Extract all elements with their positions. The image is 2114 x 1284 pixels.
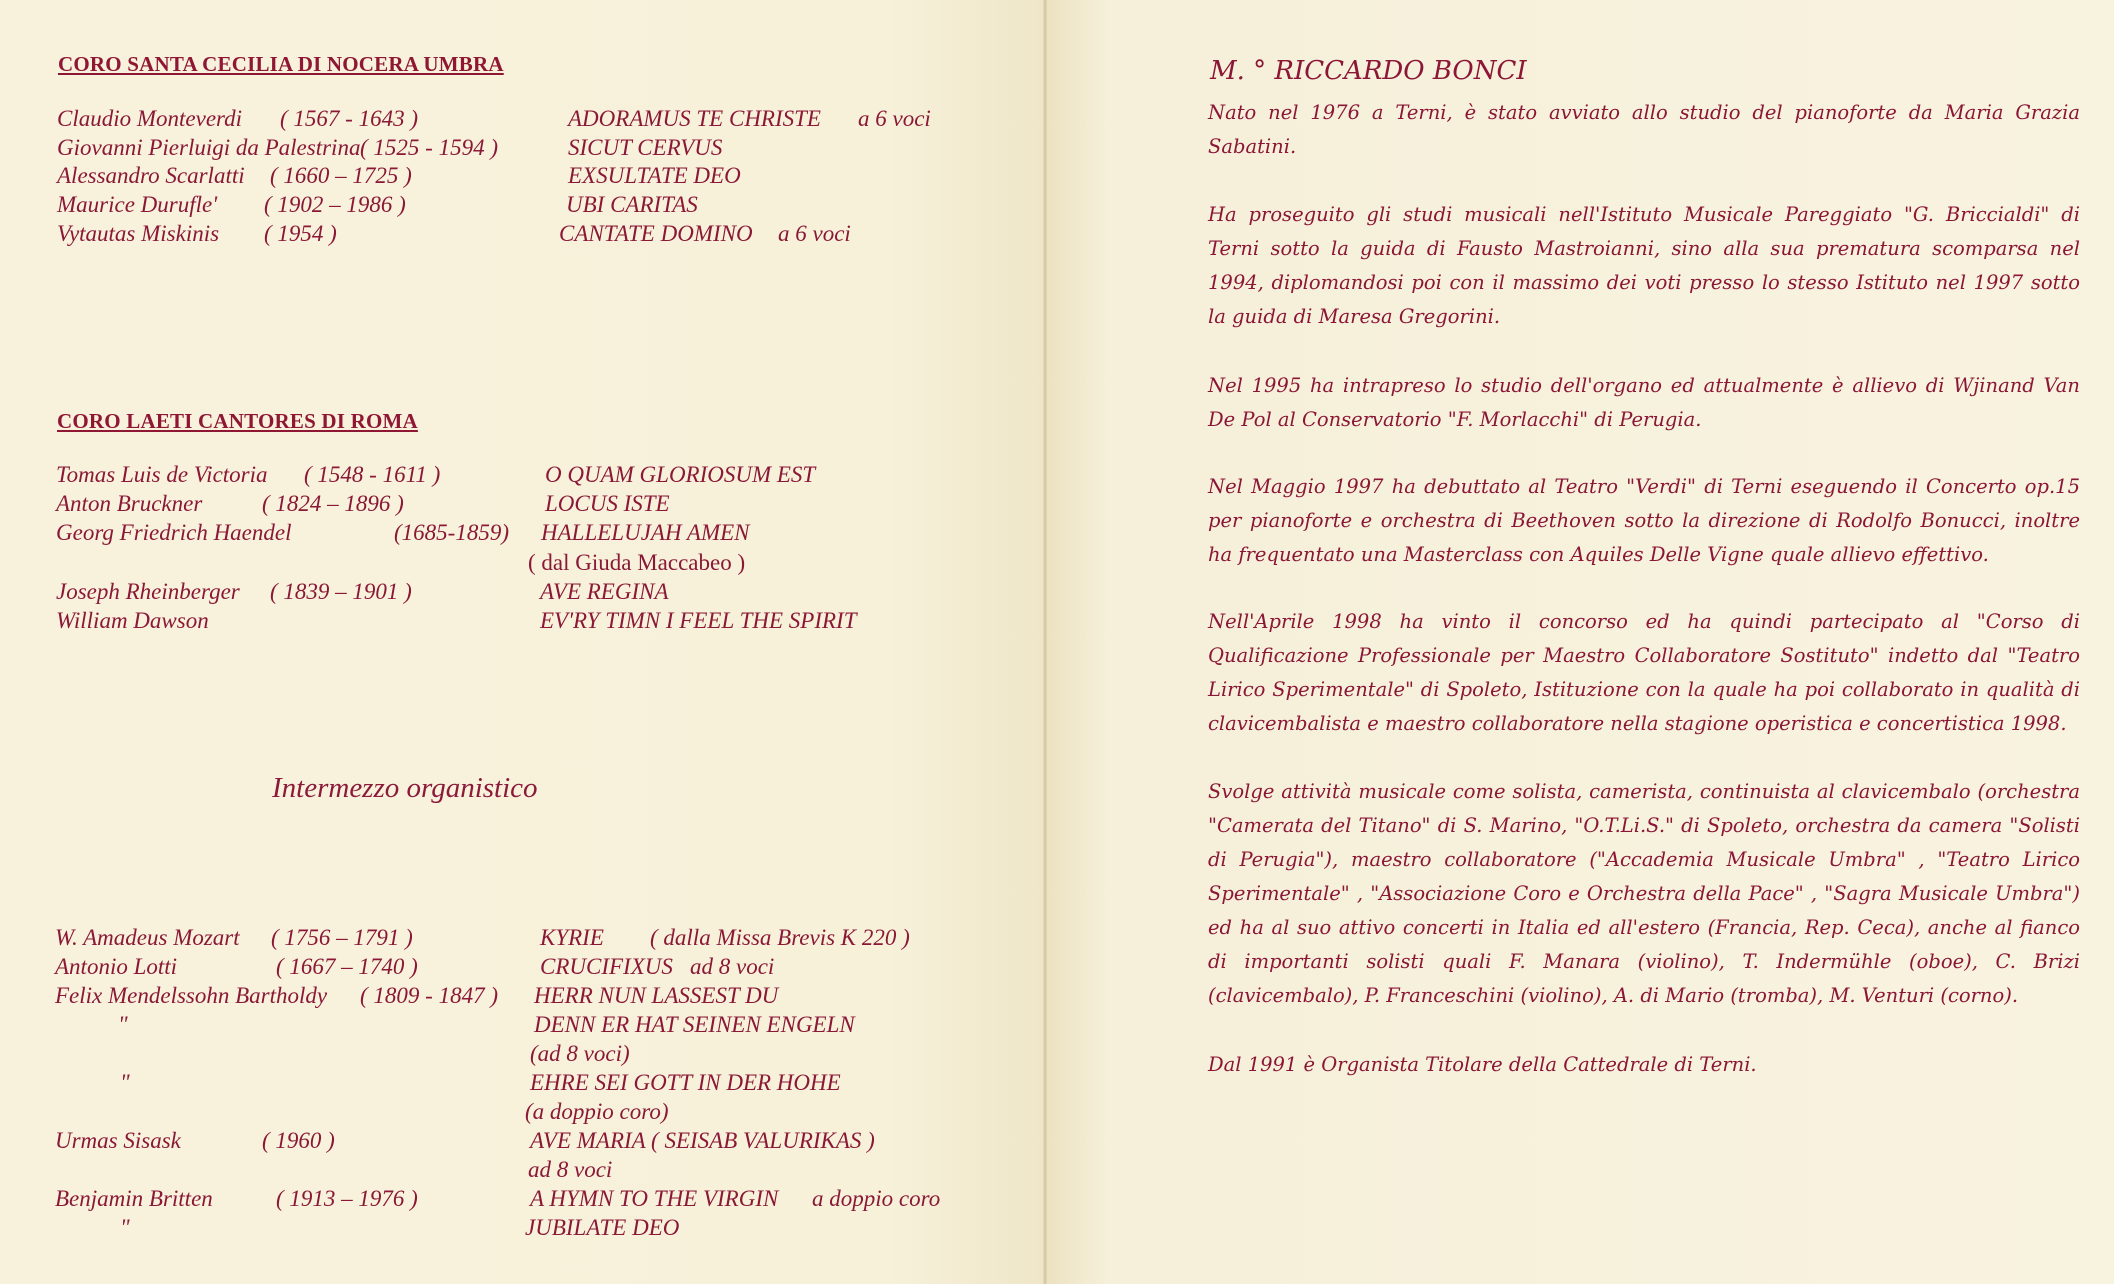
composer-name: Maurice Durufle' xyxy=(57,192,218,217)
composer-name: Felix Mendelssohn Bartholdy xyxy=(55,983,328,1008)
page-fold xyxy=(1043,0,1047,1284)
piece-note: ( dalla Missa Brevis K 220 ) xyxy=(650,925,910,950)
bio-paragraph-2 xyxy=(1208,198,2080,334)
piece-title: LOCUS ISTE xyxy=(545,491,670,516)
composer-years: ( 1525 - 1594 ) xyxy=(360,135,498,160)
composer-name: Urmas Sisask xyxy=(55,1128,181,1153)
piece-title: EHRE SEI GOTT IN DER HOHE xyxy=(530,1070,841,1095)
composer-name: " xyxy=(118,1012,128,1037)
composer-years: ( 1667 – 1740 ) xyxy=(276,954,418,979)
composer-name: W. Amadeus Mozart xyxy=(55,925,240,950)
piece-note: a doppio coro xyxy=(812,1186,941,1211)
composer-years: ( 1913 – 1976 ) xyxy=(276,1186,418,1211)
composer-years: (1685-1859) xyxy=(394,520,509,545)
bio-text: Nel 1995 ha intrapreso lo studio dell'organo ed attualmente è allievo di Wjinand Van De Pol al Conservatorio "F. Morlacchi" di Perugia. xyxy=(1208,374,2080,431)
composer-name: Giovanni Pierluigi da Palestrina xyxy=(57,135,361,160)
composer-name: Vytautas Miskinis xyxy=(57,221,220,246)
bio-paragraph-5 xyxy=(1208,605,2080,741)
intermezzo-heading: Intermezzo organistico xyxy=(272,772,538,804)
bio-paragraph-6 xyxy=(1208,775,2080,1013)
composer-name: Joseph Rheinberger xyxy=(56,579,240,604)
piece-title: HALLELUJAH AMEN xyxy=(541,520,750,545)
bio-paragraph-3 xyxy=(1208,369,2080,437)
composer-years: ( 1954 ) xyxy=(264,221,337,246)
composer-name: Benjamin Britten xyxy=(55,1186,213,1211)
composer-years: ( 1660 – 1725 ) xyxy=(270,163,412,188)
piece-title: AVE REGINA xyxy=(540,579,669,604)
piece-title: (a doppio coro) xyxy=(525,1099,669,1124)
piece-title: JUBILATE DEO xyxy=(525,1215,680,1240)
piece-note: a 6 voci xyxy=(858,106,931,131)
piece-title: ad 8 voci xyxy=(528,1157,613,1182)
composer-name: " xyxy=(120,1215,130,1240)
composer-name: Tomas Luis de Victoria xyxy=(56,462,268,487)
piece-title: AVE MARIA ( SEISAB VALURIKAS ) xyxy=(530,1128,875,1153)
piece-title: EV'RY TIMN I FEEL THE SPIRIT xyxy=(540,608,857,633)
composer-years: ( 1809 - 1847 ) xyxy=(360,983,498,1008)
composer-years: ( 1567 - 1643 ) xyxy=(280,106,418,131)
bio-text: Nel Maggio 1997 ha debuttato al Teatro "Verdi" di Terni eseguendo il Concerto op.15 per pianoforte e orchestra di Beethoven sotto la direzione di Rodolfo Bonucci, inoltre ha frequentato una Masterclass con Aquiles Delle Vigne quale allievo effettivo. xyxy=(1208,475,2080,566)
piece-title: CANTATE DOMINO xyxy=(559,221,753,246)
composer-name: " xyxy=(120,1070,130,1095)
piece-title: SICUT CERVUS xyxy=(568,135,723,160)
section-title-coro-laeti-cantores: CORO LAETI CANTORES DI ROMA xyxy=(57,409,418,433)
piece-note: ad 8 voci xyxy=(690,954,775,979)
bio-text: Dal 1991 è Organista Titolare della Cattedrale di Terni. xyxy=(1208,1053,1757,1076)
composer-name: Claudio Monteverdi xyxy=(57,106,243,131)
composer-years: ( 1756 – 1791 ) xyxy=(271,925,413,950)
piece-title: ( dal Giuda Maccabeo ) xyxy=(528,550,746,575)
bio-text: Nato nel 1976 a Terni, è stato avviato allo studio del pianoforte da Maria Grazia Sabatini. xyxy=(1208,101,2080,158)
piece-title: (ad 8 voci) xyxy=(530,1041,630,1066)
piece-title: ADORAMUS TE CHRISTE xyxy=(568,106,821,131)
composer-name: Alessandro Scarlatti xyxy=(57,163,245,188)
section-title-coro-santa-cecilia: CORO SANTA CECILIA DI NOCERA UMBRA xyxy=(58,52,504,76)
composer-name: Anton Bruckner xyxy=(56,491,203,516)
composer-years: ( 1902 – 1986 ) xyxy=(264,192,406,217)
composer-years: ( 1960 ) xyxy=(262,1128,335,1153)
bio-title: M. ° RICCARDO BONCI xyxy=(1210,56,1527,86)
bio-text: Ha proseguito gli studi musicali nell'Istituto Musicale Pareggiato "G. Briccialdi" di Terni sotto la guida di Fausto Mastroianni, sino alla sua prematura scomparsa nel 1994, diplomandosi poi con il massimo dei voti presso lo stesso Istituto nel 1997 sotto la guida di Maresa Gregorini. xyxy=(1208,203,2080,328)
piece-title: UBI CARITAS xyxy=(566,192,698,217)
composer-name: Georg Friedrich Haendel xyxy=(56,520,292,545)
piece-title: DENN ER HAT SEINEN ENGELN xyxy=(534,1012,855,1037)
composer-years: ( 1839 – 1901 ) xyxy=(270,579,412,604)
bio-text: Svolge attività musicale come solista, camerista, continuista al clavicembalo (orchestra "Camerata del Titano" di S. Marino, "O.T.Li.S." di Spoleto, orchestra da camera "Solisti di Perugia"), maestro collaboratore ("Accademia Musicale Umbra" , "Teatro Lirico Sperimentale" , "Associazione Coro e Orchestra della Pace" , "Sagra Musicale Umbra") ed ha al suo attivo concerti in Italia ed all'estero (Francia, Rep. Ceca), anche al fianco di importanti solisti quali F. Manara (violino), T. Indermühle (oboe), C. Brizi (clavicembalo), P. Franceschini (violino), A. di Mario (tromba), M. Venturi (corno). xyxy=(1208,780,2080,1007)
bio-paragraph-4 xyxy=(1208,470,2080,572)
piece-title: O QUAM GLORIOSUM EST xyxy=(545,462,816,487)
composer-name: Antonio Lotti xyxy=(55,954,178,979)
composer-years: ( 1548 - 1611 ) xyxy=(304,462,441,487)
composer-name: William Dawson xyxy=(56,608,209,633)
bio-paragraph-7 xyxy=(1208,1048,2080,1082)
piece-note: a 6 voci xyxy=(778,221,851,246)
piece-title: EXSULTATE DEO xyxy=(568,163,741,188)
piece-title: A HYMN TO THE VIRGIN xyxy=(530,1186,779,1211)
composer-years: ( 1824 – 1896 ) xyxy=(262,491,404,516)
piece-title: CRUCIFIXUS xyxy=(540,954,673,979)
bio-paragraph-1 xyxy=(1208,96,2080,164)
piece-title: KYRIE xyxy=(540,925,604,950)
bio-text: Nell'Aprile 1998 ha vinto il concorso ed ha quindi partecipato al "Corso di Qualificazione Professionale per Maestro Collaboratore Sostituto" indetto dal "Teatro Lirico Sperimentale" di Spoleto, Istituzione con la quale ha poi collaborato in qualità di clavicembalista e maestro collaboratore nella stagione operistica e concertistica 1998. xyxy=(1208,610,2080,735)
piece-title: HERR NUN LASSEST DU xyxy=(534,983,779,1008)
